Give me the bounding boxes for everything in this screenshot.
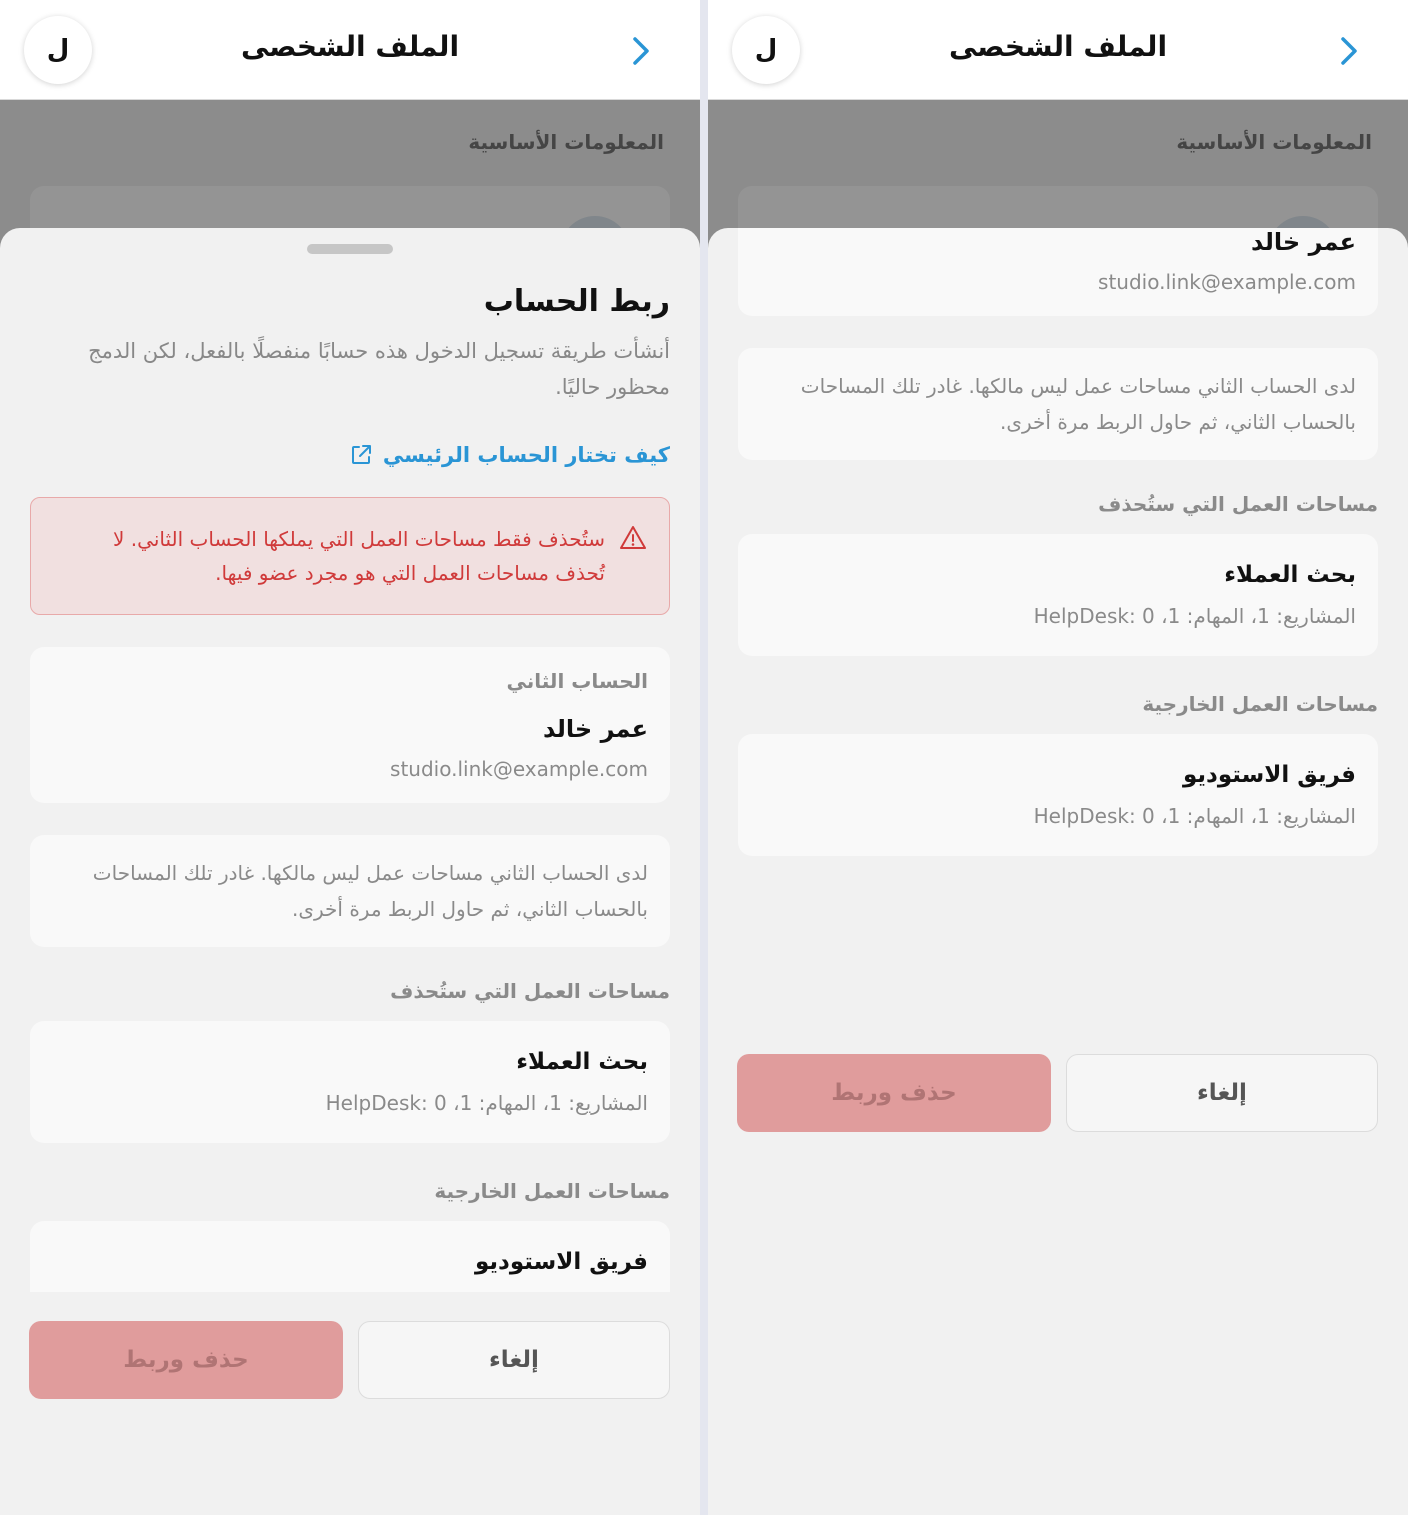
sheet-title: ربط الحساب bbox=[483, 284, 670, 319]
workspace-name: بحث العملاء bbox=[1224, 562, 1356, 588]
workspace-name: فريق الاستوديو bbox=[474, 1249, 648, 1275]
avatar[interactable]: ل bbox=[732, 16, 800, 84]
workspace-stats: المشاريع: 1، المهام: 1، HelpDesk: 0 bbox=[1033, 604, 1356, 628]
background-section-label: المعلومات الأساسية bbox=[468, 130, 664, 154]
warning-triangle-icon bbox=[619, 524, 647, 552]
workspace-stats: المشاريع: 1، المهام: 1، HelpDesk: 0 bbox=[1033, 804, 1356, 828]
screen-left bbox=[0, 0, 700, 1515]
deleted-workspaces-label: مساحات العمل التي ستُحذف bbox=[1098, 492, 1378, 516]
link-account-sheet bbox=[708, 228, 1408, 1515]
page-title: الملف الشخصى bbox=[240, 30, 460, 63]
sheet-scroll-area[interactable] bbox=[708, 228, 1408, 1515]
workspace-stats bbox=[52, 1291, 648, 1292]
deleted-workspaces-label: مساحات العمل التي ستُحذف bbox=[390, 979, 670, 1003]
ownership-note: لدى الحساب الثاني مساحات عمل ليس مالكها. غادر تلك المساحات بالحساب الثاني، ثم حاول الربط مرة أخرى. bbox=[800, 374, 1356, 434]
sheet-scroll-area[interactable] bbox=[0, 228, 700, 1292]
workspace-card bbox=[30, 1221, 670, 1292]
second-account-name: عمر خالد bbox=[543, 715, 648, 743]
workspace-name: بحث العملاء bbox=[516, 1049, 648, 1075]
app-header bbox=[708, 0, 1408, 100]
second-account-email: studio.link@example.com bbox=[1098, 270, 1356, 294]
workspace-stats: المشاريع: 1، المهام: 1، HelpDesk: 0 bbox=[325, 1091, 648, 1115]
screen-right bbox=[708, 0, 1408, 1515]
second-account-name: عمر خالد bbox=[1251, 228, 1356, 256]
app-header bbox=[0, 0, 700, 100]
sheet-description: أنشأت طريقة تسجيل الدخول هذه حسابًا منفصلًا بالفعل، لكن الدمج محظور حاليًا. bbox=[88, 339, 670, 399]
cancel-button[interactable]: إلغاء bbox=[1066, 1054, 1378, 1132]
help-link[interactable] bbox=[30, 443, 670, 467]
workspace-card bbox=[30, 1021, 670, 1143]
workspace-card bbox=[738, 734, 1378, 856]
background-section-label: المعلومات الأساسية bbox=[1176, 130, 1372, 154]
second-account-card bbox=[30, 647, 670, 803]
chevron-right-icon[interactable] bbox=[1334, 34, 1364, 68]
warning-text: ستُحذف فقط مساحات العمل التي يملكها الحساب الثاني. لا تُحذف مساحات العمل التي هو مجرد عضو فيها. bbox=[113, 527, 605, 585]
workspace-card bbox=[738, 534, 1378, 656]
external-workspaces-label: مساحات العمل الخارجية bbox=[1142, 692, 1378, 716]
delete-and-link-button[interactable]: حذف وربط bbox=[29, 1321, 343, 1399]
help-link-label: كيف تختار الحساب الرئيسي bbox=[382, 443, 670, 467]
external-link-icon bbox=[349, 443, 373, 467]
second-account-card bbox=[738, 228, 1378, 316]
external-workspaces-label: مساحات العمل الخارجية bbox=[434, 1179, 670, 1203]
ownership-note: لدى الحساب الثاني مساحات عمل ليس مالكها. غادر تلك المساحات بالحساب الثاني، ثم حاول الربط مرة أخرى. bbox=[92, 861, 648, 921]
warning-box bbox=[30, 497, 670, 615]
second-account-email: studio.link@example.com bbox=[390, 757, 648, 781]
link-account-sheet bbox=[0, 228, 700, 1515]
workspace-name: فريق الاستوديو bbox=[1182, 762, 1356, 788]
delete-and-link-button[interactable]: حذف وربط bbox=[737, 1054, 1051, 1132]
cancel-button[interactable]: إلغاء bbox=[358, 1321, 670, 1399]
second-account-label: الحساب الثاني bbox=[506, 669, 648, 693]
chevron-right-icon[interactable] bbox=[626, 34, 656, 68]
screen-divider bbox=[700, 0, 708, 1515]
ownership-note-card bbox=[738, 348, 1378, 460]
ownership-note-card bbox=[30, 835, 670, 947]
page-title: الملف الشخصى bbox=[948, 30, 1168, 63]
avatar[interactable]: ل bbox=[24, 16, 92, 84]
